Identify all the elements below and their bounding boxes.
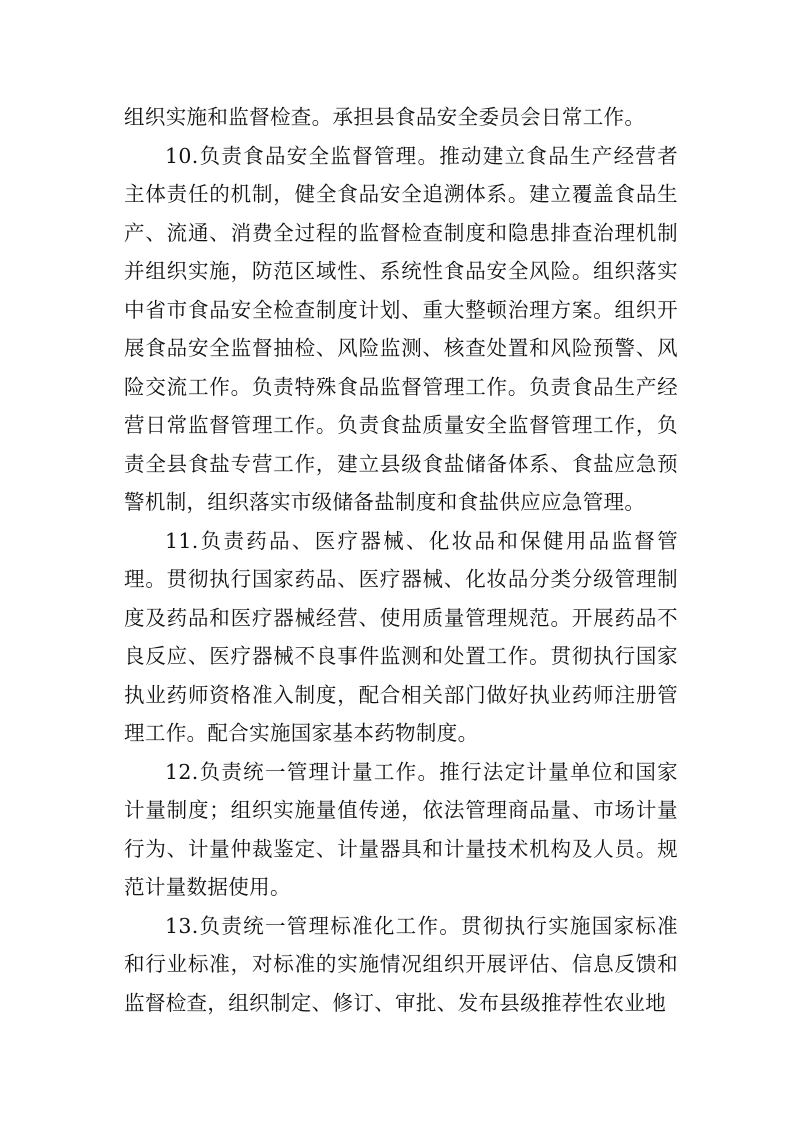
document-body	[124, 98, 678, 1022]
paragraph-item-10-food-safety: 10.负责食品安全监督管理。推动建立食品生产经营者主体责任的机制，健全食品安全追溯体系。建立覆盖食品生产、流通、消费全过程的监督检查制度和隐患排查治理机制并组织实施，防范区域性、系统性食品安全风险。组织落实中省市食品安全检查制度计划、重大整顿治理方案。组织开展食品安全监督抽检、风险监测、核查处置和风险预警、风险交流工作。负责特殊食品监督管理工作。负责食品生产经营日常监督管理工作。负责食盐质量安全监督管理工作，负责全县食盐专营工作，建立县级食盐储备体系、食盐应急预警机制，组织落实市级储备盐制度和食盐供应应急管理。	[124, 143, 678, 514]
paragraph-item-13-standardization: 13.负责统一管理标准化工作。贯彻执行实施国家标准和行业标准，对标准的实施情况组织开展评估、信息反馈和监督检查，组织制定、修订、审批、发布县级推荐性农业地	[124, 913, 678, 1015]
paragraph-item-11-drugs-devices: 11.负责药品、医疗器械、化妆品和保健用品监督管理。贯彻执行国家药品、医疗器械、化妆品分类分级管理制度及药品和医疗器械经营、使用质量管理规范。开展药品不良反应、医疗器械不良事件监测和处置工作。贯彻执行国家执业药师资格准入制度，配合相关部门做好执业药师注册管理工作。配合实施国家基本药物制度。	[124, 528, 678, 745]
paragraph-item-12-metrology: 12.负责统一管理计量工作。推行法定计量单位和国家计量制度；组织实施量值传递，依法管理商品量、市场计量行为、计量仲裁鉴定、计量器具和计量技术机构及人员。规范计量数据使用。	[124, 759, 678, 899]
paragraph-continuation: 组织实施和监督检查。承担县食品安全委员会日常工作。	[124, 105, 646, 129]
